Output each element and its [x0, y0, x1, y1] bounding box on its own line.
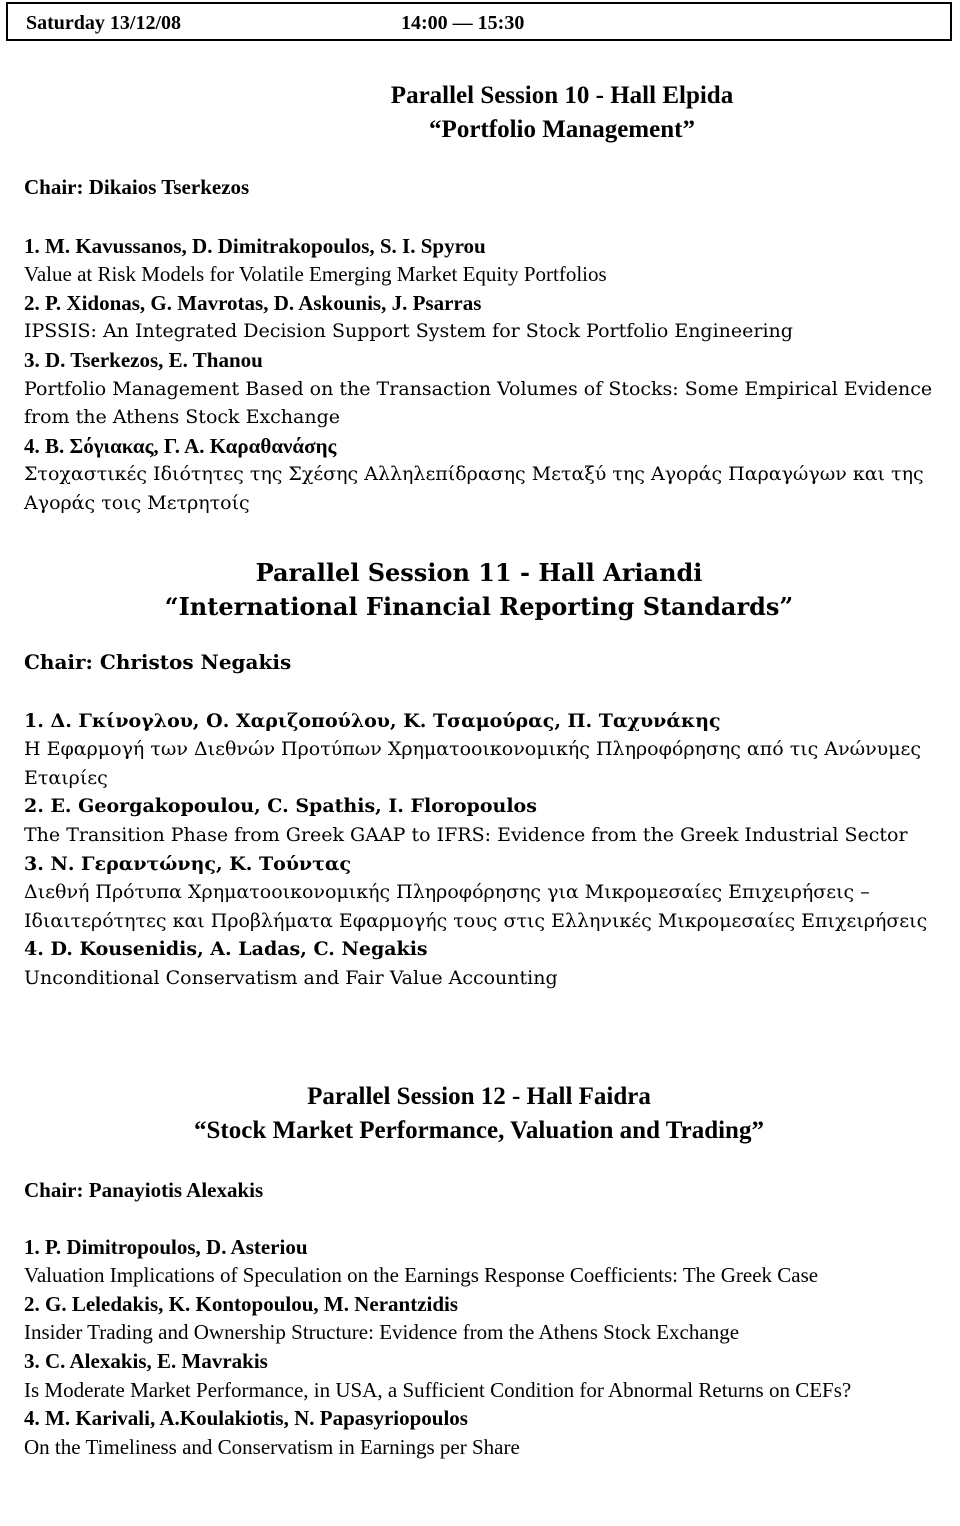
- header-time: 14:00 — 15:30: [401, 12, 525, 34]
- session-chair: Chair: Panayiotis Alexakis: [24, 1178, 264, 1202]
- header-date: Saturday 13/12/08: [26, 12, 182, 34]
- paper-title: Insider Trading and Ownership Structure: Evidence from the Athens Stock Exchange: [24, 1320, 740, 1345]
- paper-authors: 1. Δ. Γκίνογλου, Ο. Χαριζοπούλου, Κ. Τσαμούρας, Π. Ταχυνάκης: [24, 709, 721, 732]
- paper-title: The Transition Phase from Greek GAAP to IFRS: Evidence from the Greek Industrial Sector: [24, 823, 908, 846]
- paper-title: Στοχαστικές Ιδιότητες της Σχέσης Αλληλεπίδρασης Μεταξύ της Αγοράς Παραγώγων και της Αγοράς τοις Μετρητοίς: [24, 463, 924, 514]
- paper-title: On the Timeliness and Conservatism in Earnings per Share: [24, 1434, 520, 1459]
- paper-authors: 4. D. Kousenidis, A. Ladas, C. Negakis: [24, 938, 428, 961]
- paper-title: Portfolio Management Based on the Transaction Volumes of Stocks: Some Empirical Evidence from the Athens Stock Exchange: [24, 377, 933, 429]
- session-chair: Chair: Dikaios Tserkezos: [24, 175, 250, 199]
- paper-title: Διεθνή Πρότυπα Χρηματοοικονομικής Πληροφόρησης για Μικρομεσαίες Επιχειρήσεις – Ιδιαιτερότητες και Προβλήματα Εφαρμογής τους στις Ελληνικές Μικρομεσαίες Επιχειρήσεις: [24, 881, 928, 932]
- session-subtitle: “Stock Market Performance, Valuation and Trading”: [194, 1117, 764, 1144]
- paper-authors: 3. Ν. Γεραντώνης, Κ. Τούντας: [24, 852, 352, 875]
- paper-title: Unconditional Conservatism and Fair Value Accounting: [24, 966, 558, 989]
- session-subtitle: “International Financial Reporting Standards”: [164, 592, 794, 621]
- paper-authors: 2. P. Xidonas, G. Mavrotas, D. Askounis, J. Psarras: [24, 290, 482, 315]
- paper-authors: 1. P. Dimitropoulos, D. Asteriou: [24, 1234, 308, 1259]
- session-title: Parallel Session 10 - Hall Elpida: [390, 82, 734, 109]
- paper-authors: 2. G. Leledakis, K. Kontopoulou, M. Nerantzidis: [24, 1291, 459, 1316]
- paper-title: Valuation Implications of Speculation on the Earnings Response Coefficients: The Greek Case: [24, 1263, 819, 1288]
- session-title: Parallel Session 11 - Hall Ariandi: [255, 558, 703, 587]
- paper-authors: 4. Β. Σόγιακας, Γ. Α. Καραθανάσης: [24, 433, 337, 458]
- paper-authors: 3. D. Tserkezos, E. Thanou: [24, 347, 263, 372]
- session-10: [24, 79, 934, 518]
- paper-authors: 4. M. Karivali, A.Koulakiotis, N. Papasyriopoulos: [24, 1406, 468, 1431]
- paper-title: IPSSIS: An Integrated Decision Support System for Stock Portfolio Engineering: [24, 320, 793, 343]
- session-chair: Chair: Christos Negakis: [24, 650, 292, 674]
- paper-authors: 2. E. Georgakopoulou, C. Spathis, I. Floropoulos: [24, 795, 537, 818]
- session-title: Parallel Session 12 - Hall Faidra: [307, 1083, 651, 1110]
- paper-title: Η Εφαρμογή των Διεθνών Προτύπων Χρηματοοικονομικής Πληροφόρησης από τις Ανώνυμες Εταιρίες: [24, 738, 922, 789]
- paper-title: Is Moderate Market Performance, in USA, a Sufficient Condition for Abnormal Returns on CEFs?: [24, 1377, 852, 1402]
- schedule-header: [6, 2, 952, 41]
- session-subtitle: “Portfolio Management”: [429, 116, 695, 143]
- paper-title: Value at Risk Models for Volatile Emerging Market Equity Portfolios: [24, 262, 607, 287]
- session-12: [24, 1080, 934, 1461]
- session-11: [24, 556, 934, 993]
- paper-authors: 1. M. Kavussanos, D. Dimitrakopoulos, S. I. Spyrou: [24, 233, 486, 258]
- paper-authors: 3. C. Alexakis, E. Mavrakis: [24, 1348, 268, 1373]
